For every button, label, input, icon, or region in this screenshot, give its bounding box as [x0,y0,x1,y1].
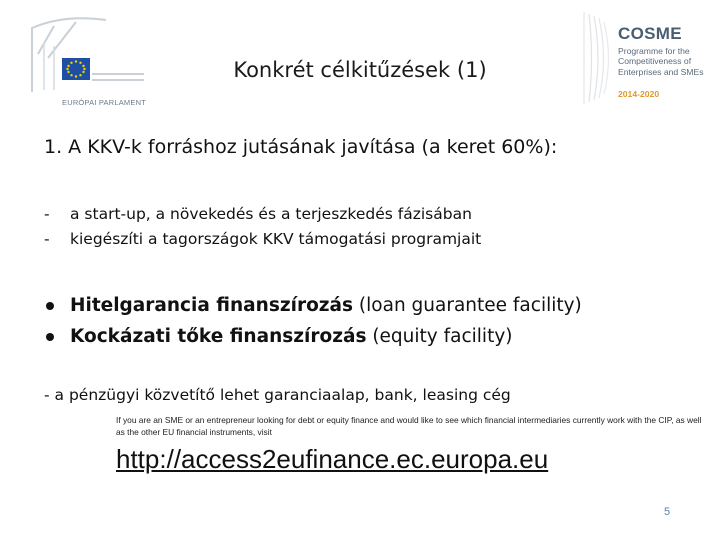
page-number: 5 [664,506,671,518]
slide-title: Konkrét célkitűzések (1) [233,58,487,82]
bullet-text: (equity facility) [366,326,513,347]
bullet-bold-text: Kockázati tőke finanszírozás [70,326,367,347]
access2eufinance-link[interactable]: http://access2eufinance.ec.europa.eu [116,444,549,474]
bullet-dot-icon [46,333,54,341]
cosme-years: 2014-2020 [618,89,660,99]
bullet-bold-text: Hitelgarancia finanszírozás [70,295,354,316]
bullet-item [44,321,582,352]
bullet-text: (loan guarantee facility) [353,295,582,316]
small-note: If you are an SME or an entrepreneur looking for debt or equity finance and would like to see which financial intermediaries currently work with the CIP, as well as the other EU financial instruments, visit [116,415,702,437]
list-item [44,202,481,227]
european-parliament-logo [24,14,164,107]
cosme-title: COSME [618,24,682,43]
list-item-text: a start-up, a növekedés és a terjeszkedés fázisában [70,205,472,223]
section-heading: 1. A KKV-k forráshoz jutásának javítása (a keret 60%): [44,136,558,158]
bullet-list [44,290,582,352]
list-item [44,227,481,252]
dash-list [44,202,481,252]
dash-marker: - [44,230,50,248]
intermediary-line: - a pénzügyi közvetítő lehet garanciaalap, bank, leasing cég [44,386,511,404]
dash-marker: - [44,205,50,223]
ep-building-icon [24,14,164,98]
ep-caption: EURÓPAI PARLAMENT [62,98,146,107]
cosme-subtitle: Programme for the Competitiveness of Enterprises and SMEs [618,46,704,77]
bullet-dot-icon [46,302,54,310]
bullet-item [44,290,582,321]
list-item-text: kiegészíti a tagországok KKV támogatási programjait [70,230,482,248]
